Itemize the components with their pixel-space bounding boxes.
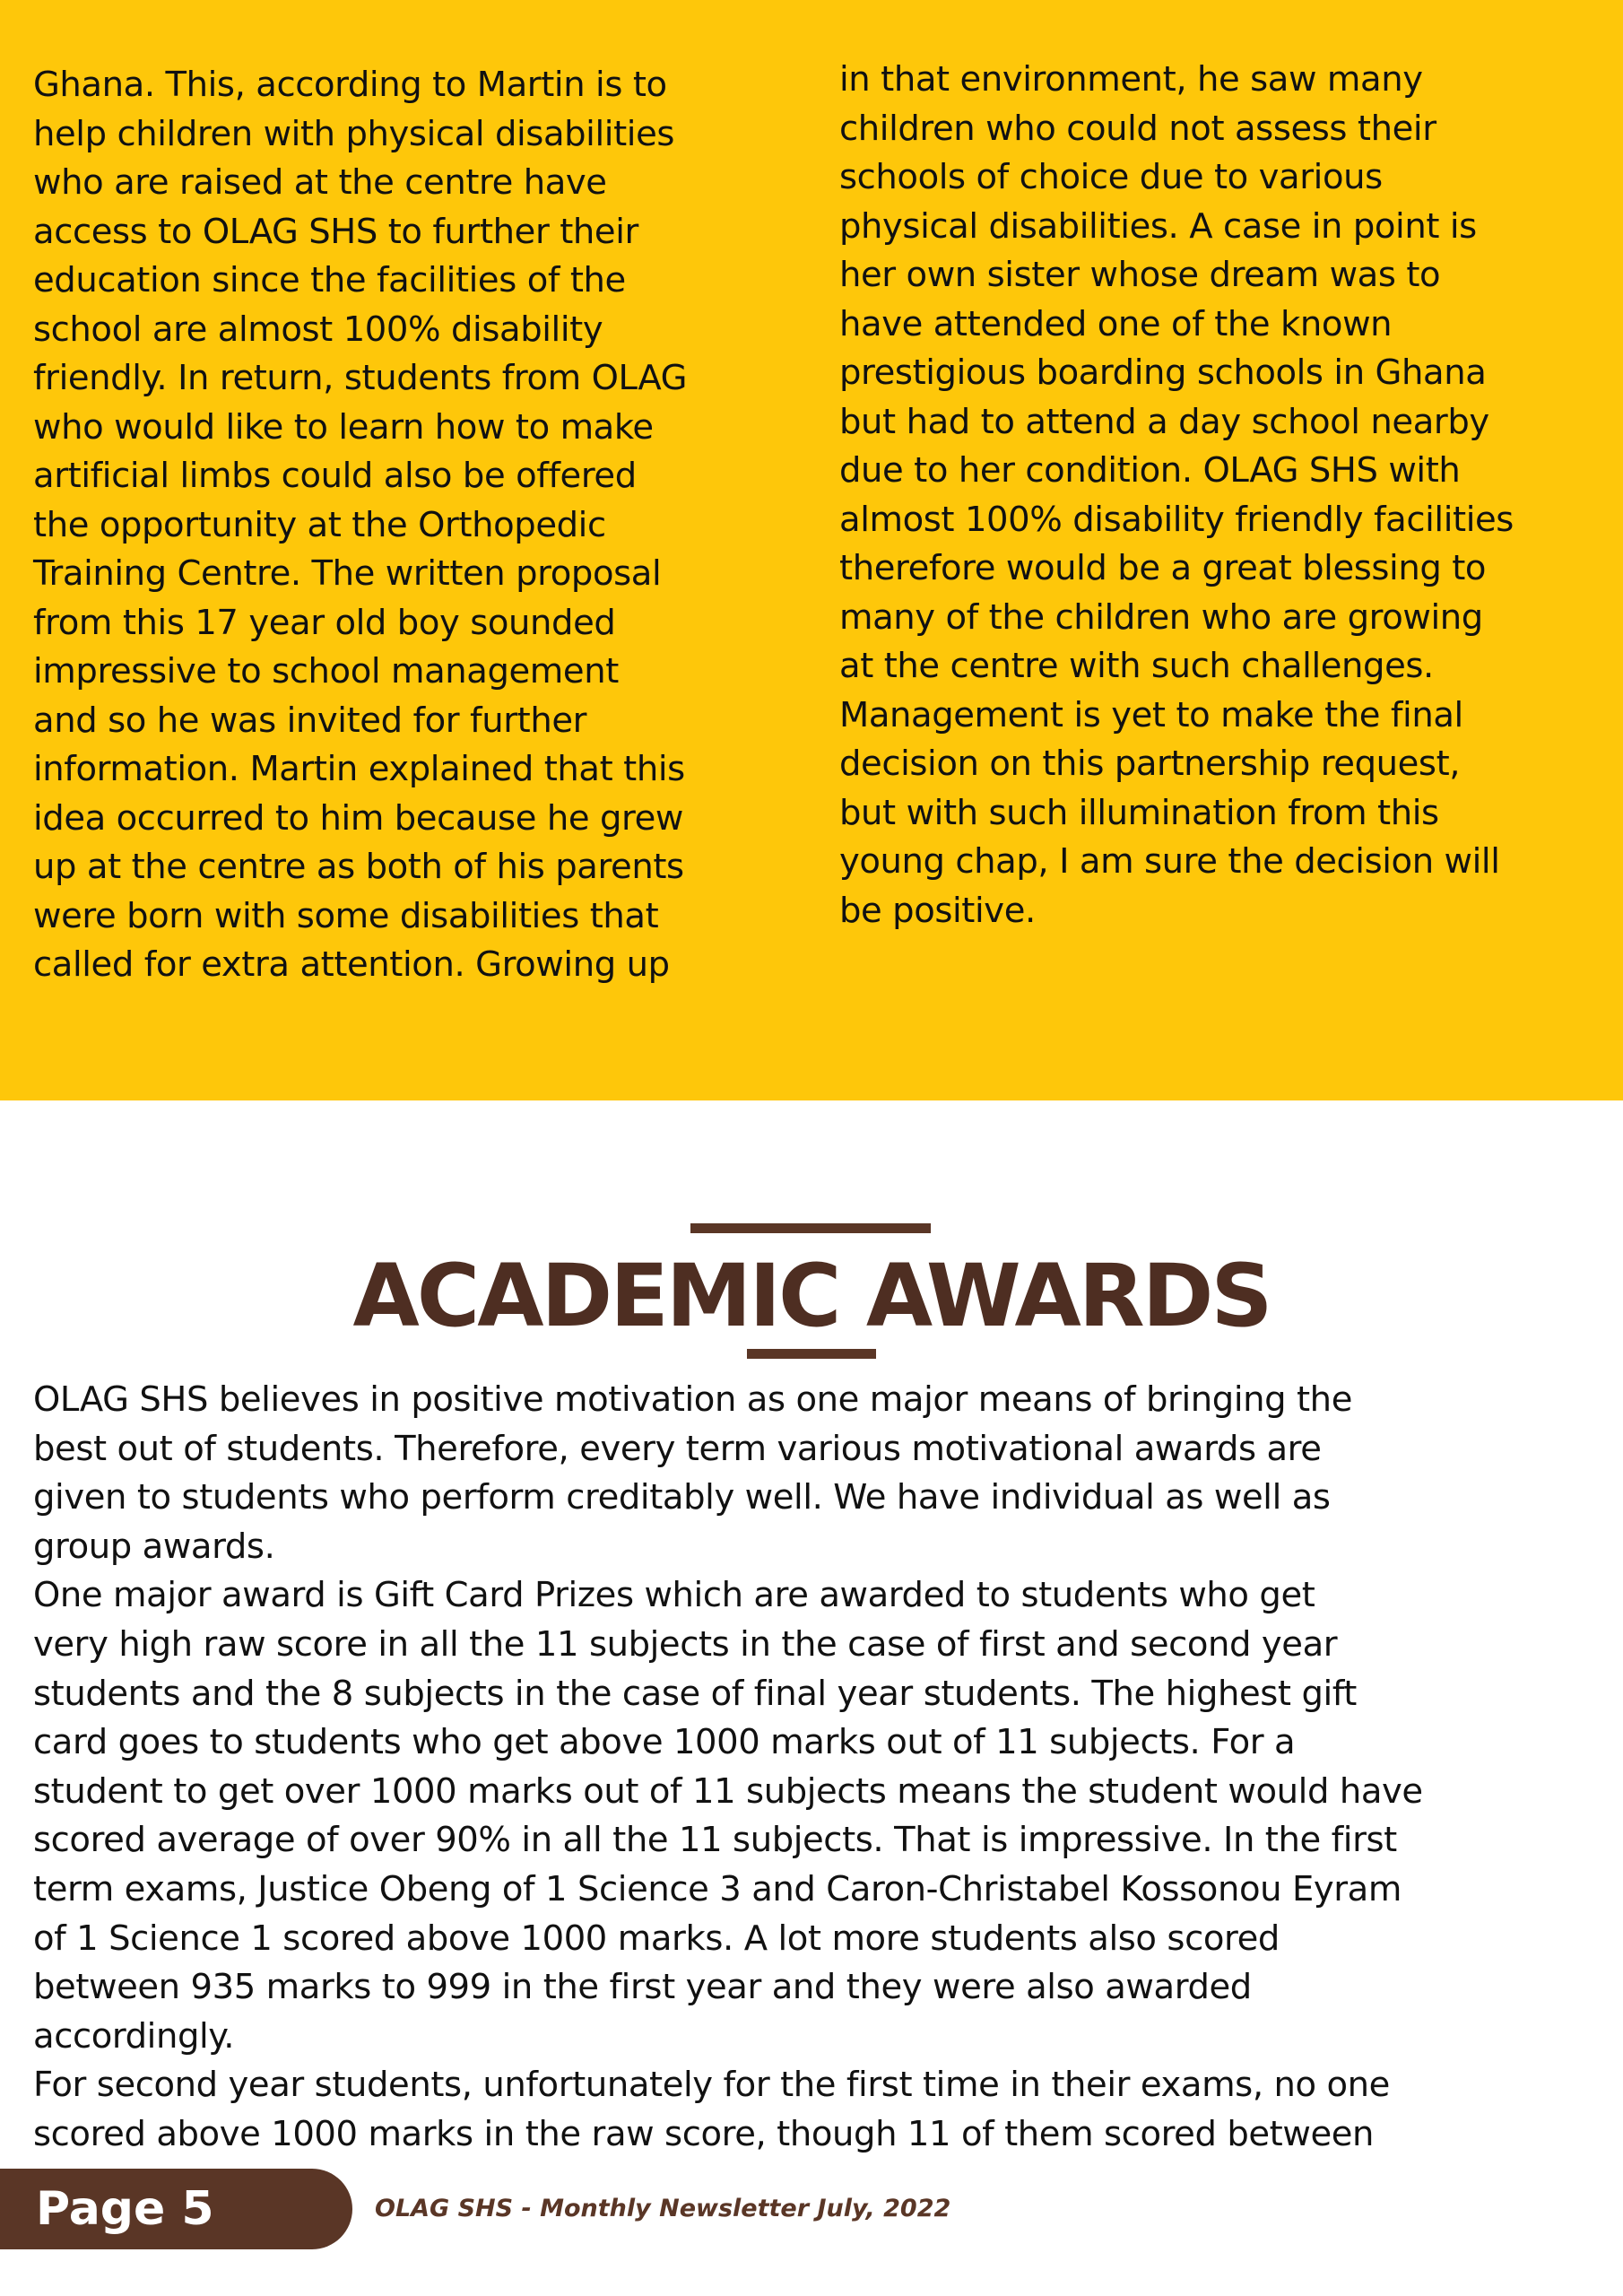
text-line: who would like to learn how to make [33,406,654,448]
text-line: therefore would be a great blessing to [839,548,1487,588]
text-line: called for extra attention. Growing up [33,944,670,985]
text-line: best out of students. Therefore, every term various motivational awards are [33,1428,1322,1469]
page-footer [0,2169,1623,2249]
text-line: but with such illumination from this [839,792,1439,833]
text-line: artificial limbs could also be offered [33,456,637,496]
text-line: the opportunity at the Orthopedic [33,504,606,545]
text-line: One major award is Gift Card Prizes which are awarded to students who get [33,1575,1315,1616]
text-line: schools of choice due to various [839,157,1383,197]
text-line: term exams, Justice Obeng of 1 Science 3 and Caron-Christabel Kossonou Eyram [33,1868,1402,1909]
text-line: young chap, I am sure the decision will [839,841,1500,882]
text-line: but had to attend a day school nearby [839,401,1489,442]
text-line: were born with some disabilities that [33,895,659,936]
text-line: For second year students, unfortunately for the first time in their exams, no one [33,2065,1390,2106]
text-line: scored above 1000 marks in the raw score, though 11 of them scored between [33,2113,1375,2154]
heading-rule-bottom [747,1349,876,1359]
text-line: in that environment, he saw many [839,59,1423,100]
text-line: between 935 marks to 999 in the first year and they were also awarded [33,1967,1252,2008]
page-number: Page 5 [36,2182,214,2236]
text-line: group awards. [33,1526,275,1567]
text-line: who are raised at the centre have [33,162,607,203]
text-line: children who could not assess their [839,108,1436,149]
text-line: be positive. [839,890,1036,931]
newsletter-title: OLAG SHS - Monthly Newsletter July, 2022 [375,2195,951,2222]
text-line: at the centre with such challenges. [839,646,1434,686]
text-line: very high raw score in all the 11 subjects in the case of first and second year [33,1623,1338,1665]
text-line: her own sister whose dream was to [839,255,1441,295]
text-line: up at the centre as both of his parents [33,847,684,887]
text-line: student to get over 1000 marks out of 11 subjects means the student would have [33,1770,1423,1812]
text-line: of 1 Science 1 scored above 1000 marks. A lot more students also scored [33,1918,1280,1959]
text-line: many of the children who are growing [839,596,1483,638]
page-number-badge [0,2169,352,2249]
text-line: information. Martin explained that this [33,749,685,789]
text-line: help children with physical disabilities [33,113,675,154]
section-heading: ACADEMIC AWARDS [352,1246,1271,1346]
text-line: card goes to students who get above 1000 marks out of 11 subjects. For a [33,1722,1296,1763]
text-line: from this 17 year old boy sounded [33,602,616,643]
text-line: given to students who perform creditably well. We have individual as well as [33,1477,1331,1518]
text-line: have attended one of the known [839,303,1393,344]
text-line: and so he was invited for further [33,700,587,741]
text-line: due to her condition. OLAG SHS with [839,450,1461,491]
text-line: almost 100% disability friendly facilities [839,499,1514,540]
text-line: idea occurred to him because he grew [33,797,683,839]
text-line: prestigious boarding schools in Ghana [839,352,1487,393]
article-continuation-panel [0,0,1623,1100]
text-line: friendly. In return, students from OLAG [33,358,688,398]
text-line: access to OLAG SHS to further their [33,211,638,252]
awards-body-text [33,1376,1611,2160]
left-column-text [33,61,795,990]
text-line: decision on this partnership request, [839,744,1461,784]
text-line: physical disabilities. A case in point is [839,205,1477,247]
text-line: education since the facilities of the [33,260,626,300]
text-line: school are almost 100% disability [33,309,603,350]
heading-rule-top [690,1223,931,1233]
text-line: Ghana. This, according to Martin is to [33,65,667,105]
text-line: impressive to school management [33,651,619,691]
right-column-text [839,56,1610,935]
text-line: Training Centre. The written proposal [33,553,662,594]
text-line: accordingly. [33,2015,235,2057]
text-line: students and the 8 subjects in the case of final year students. The highest gift [33,1673,1357,1714]
text-line: OLAG SHS believes in positive motivation as one major means of bringing the [33,1379,1352,1420]
text-line: scored average of over 90% in all the 11 subjects. That is impressive. In the first [33,1820,1397,1861]
text-line: Management is yet to make the final [839,694,1463,735]
